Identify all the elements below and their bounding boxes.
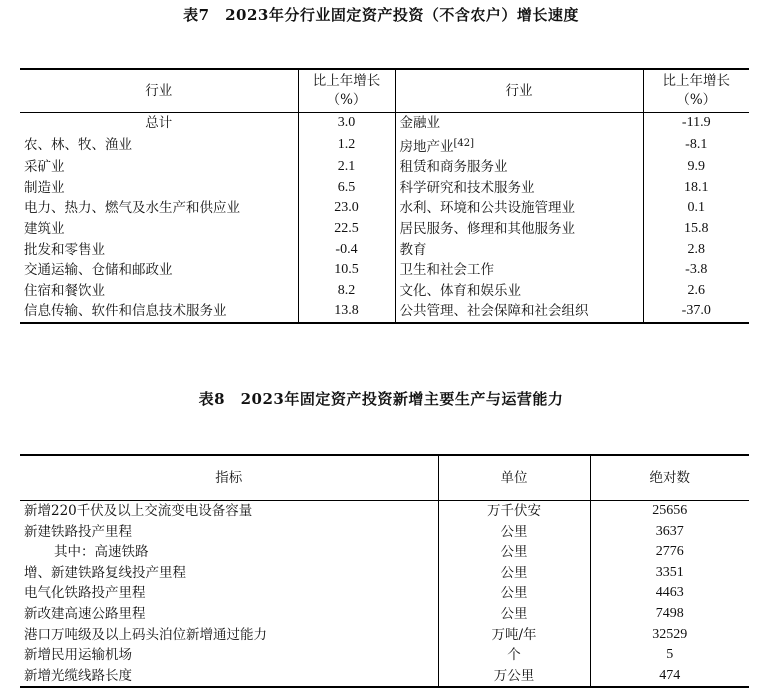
- unit-name: 公里: [438, 583, 590, 604]
- absolute-value: 5: [666, 647, 674, 663]
- table-row: [20, 625, 749, 646]
- growth-value: -0.4: [298, 240, 395, 261]
- indicator-name: 新建铁路投产里程: [20, 522, 438, 543]
- table-row: [20, 542, 749, 563]
- growth-value: -11.9: [681, 115, 711, 130]
- growth-value: 23.0: [298, 198, 395, 219]
- industry-name: [395, 198, 643, 219]
- header-unit: 单位: [438, 455, 590, 501]
- growth-value: 8.2: [298, 281, 395, 302]
- growth-value: -3.8: [685, 262, 708, 278]
- table-row: [20, 157, 749, 178]
- unit-name: 公里: [438, 563, 590, 584]
- growth-value: 2.8: [687, 241, 705, 257]
- industry-name: 信息传输、软件和信息技术服务业: [20, 301, 298, 323]
- table8-header-row: [20, 455, 749, 501]
- table-row: [20, 563, 749, 584]
- indicator-name: 新增220千伏及以上交流变电设备容量: [20, 501, 438, 522]
- absolute-value: 25656: [652, 503, 688, 518]
- industry-label: 金融业: [399, 115, 440, 131]
- growth-value: 22.5: [298, 219, 395, 240]
- absolute-value: 474: [659, 667, 681, 683]
- growth-value: 15.8: [684, 220, 709, 236]
- table8-caption: 表8 2023年固定资产投资新增主要生产与运营能力: [198, 390, 564, 408]
- header-industry-left: 行业: [20, 69, 298, 113]
- indicator-name: 其中：高速铁路: [20, 542, 438, 563]
- absolute-value: 2776: [655, 544, 684, 560]
- header-growth-line1: 比上年增长: [662, 73, 730, 89]
- unit-name: 公里: [438, 542, 590, 563]
- table7-caption: 表7 2023年分行业固定资产投资（不含农户）增长速度: [183, 6, 579, 24]
- absolute-value: 3351: [655, 564, 684, 580]
- growth-value: -8.1: [685, 137, 708, 153]
- unit-name: 公里: [438, 522, 590, 543]
- indicator-name: 新改建高速公路里程: [20, 604, 438, 625]
- industry-label: 文化、体育和娱乐业: [399, 282, 521, 299]
- table-row: [20, 260, 749, 281]
- industry-label: 卫生和社会工作: [399, 262, 494, 279]
- table-row: [20, 645, 749, 666]
- table-row: [20, 198, 749, 219]
- industry-name: 建筑业: [20, 219, 298, 240]
- header-indicator: 指标: [20, 455, 438, 501]
- header-growth-line1: 比上年增长: [312, 73, 381, 89]
- table8-body: [20, 501, 749, 688]
- growth-value: 18.1: [684, 179, 709, 195]
- industry-name: [395, 301, 643, 323]
- absolute-value: 7498: [655, 605, 684, 621]
- indicator-name: 增、新建铁路复线投产里程: [20, 563, 438, 584]
- growth-value: 9.9: [687, 159, 705, 175]
- industry-name: [395, 178, 643, 199]
- table-row: [20, 666, 749, 688]
- table7-header-row: [20, 69, 749, 113]
- industry-name: [395, 219, 643, 240]
- growth-value: -37.0: [681, 303, 711, 319]
- table-row: [20, 501, 749, 522]
- header-growth-line2: （%）: [676, 92, 717, 108]
- table-row: [20, 281, 749, 302]
- absolute-value: 4463: [655, 585, 684, 601]
- table-row: [20, 522, 749, 543]
- industry-name: 总计: [20, 113, 298, 134]
- table-row: [20, 178, 749, 199]
- header-industry-right: 行业: [395, 69, 643, 113]
- unit-name: 公里: [438, 604, 590, 625]
- growth-value: 0.1: [687, 200, 705, 216]
- industry-name: 批发和零售业: [20, 240, 298, 261]
- growth-value: 2.1: [298, 157, 395, 178]
- industry-name: 采矿业: [20, 157, 298, 178]
- growth-value: 6.5: [298, 178, 395, 199]
- industry-name: [395, 260, 643, 281]
- header-growth-right: [643, 69, 749, 113]
- table-row: [20, 219, 749, 240]
- table-row: [20, 301, 749, 323]
- industry-name: [395, 281, 643, 302]
- header-growth-left: [298, 69, 395, 113]
- unit-name: 万公里: [438, 666, 590, 688]
- industry-name: [395, 134, 643, 158]
- table8-new-capacity: [20, 454, 749, 688]
- absolute-value: 3637: [655, 523, 684, 539]
- industry-name: [395, 157, 643, 178]
- industry-name: 住宿和餐饮业: [20, 281, 298, 302]
- indicator-name: 新增光缆线路长度: [20, 666, 438, 688]
- growth-value: 1.2: [298, 134, 395, 158]
- industry-label: 科学研究和技术服务业: [399, 179, 535, 196]
- indicator-name: 新增民用运输机场: [20, 645, 438, 666]
- table-row: [20, 113, 749, 134]
- industry-name: 交通运输、仓储和邮政业: [20, 260, 298, 281]
- table-row: [20, 134, 749, 158]
- industry-name: [395, 240, 643, 261]
- unit-name: 万千伏安: [438, 501, 590, 522]
- growth-value: 10.5: [298, 260, 395, 281]
- industry-label: 教育: [399, 241, 427, 258]
- unit-name: 个: [438, 645, 590, 666]
- table7-body: [20, 113, 749, 323]
- growth-value: 13.8: [298, 301, 395, 323]
- growth-value: 2.6: [687, 282, 705, 298]
- industry-label: 租赁和商务服务业: [399, 159, 508, 176]
- industry-name: 农、林、牧、渔业: [20, 134, 298, 158]
- header-growth-line2: （%）: [326, 92, 367, 108]
- industry-name: 电力、热力、燃气及水生产和供应业: [20, 198, 298, 219]
- industry-label: 居民服务、修理和其他服务业: [399, 220, 575, 237]
- unit-name: 万吨/年: [438, 625, 590, 646]
- industry-name: [395, 113, 643, 134]
- industry-name: 制造业: [20, 178, 298, 199]
- growth-value: 3.0: [298, 113, 395, 134]
- indicator-name: 电气化铁路投产里程: [20, 583, 438, 604]
- footnote-ref: [42]: [453, 137, 475, 149]
- table7-industry-growth: [20, 68, 749, 324]
- absolute-value: 32529: [652, 626, 688, 642]
- industry-label: 公共管理、社会保障和社会组织: [399, 303, 589, 320]
- table-row: [20, 240, 749, 261]
- indicator-name: 港口万吨级及以上码头泊位新增通过能力: [20, 625, 438, 646]
- header-absolute: 绝对数: [590, 455, 749, 501]
- industry-label: 水利、环境和公共设施管理业: [399, 200, 575, 217]
- industry-label: 房地产业: [399, 138, 454, 155]
- table-row: [20, 604, 749, 625]
- table-row: [20, 583, 749, 604]
